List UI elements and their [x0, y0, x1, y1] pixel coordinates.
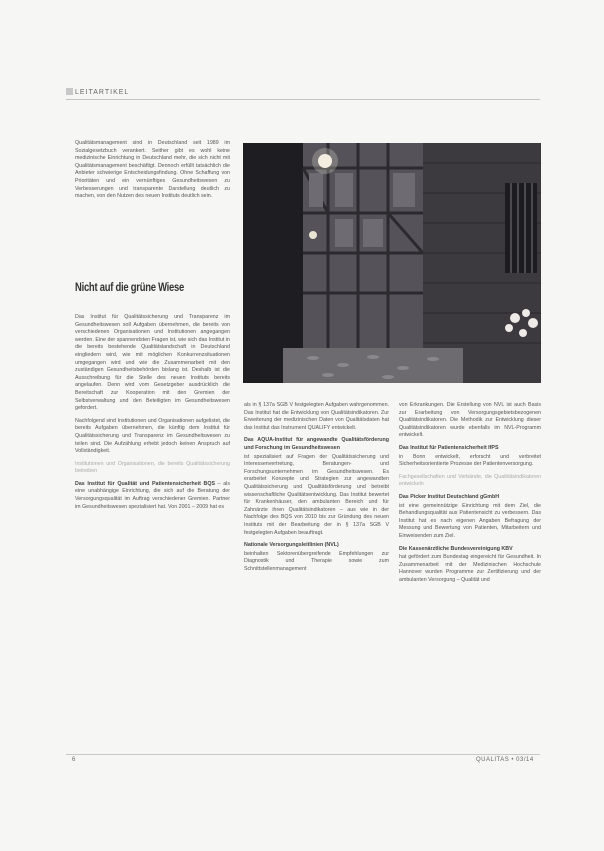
- institution-name: Das Institut für Patientensicherheit IfPS: [399, 444, 499, 451]
- header-rule: [66, 99, 540, 100]
- body-paragraph: Das Institut für Qualitätssicherung und Transparenz im Gesundheitswesen soll Aufgaben übernehmen, die bereits von verschiedenen Organisationen und Institutionen angegangen werden. Eine der spannendsten Fragen ist, wie sich das Institut in die bereits bestehende Qualitätslandschaft in Deutschland eingliedern wird, wie mit möglichen Konkurrenzsituationen umgegangen wird und wie die Zusammenarbeit mit den zuständigen Gesundheitsbehörden bislang ist. Deshalb ist die Ausschreibung für die Stelle des neuen Instituts bereits angelaufen. Denn wird vom Gesetzgeber ausdrücklich die Bereitschaft zur Kooperation mit den Gremien der Selbstverwaltung und den Beteiligten im Gesundheitswesen gefordert.: [75, 314, 230, 412]
- body-paragraph: in Bonn entwickelt, erforscht und verbreitet Sicherheitsorientierte Prozesse der Patientenversorgung.: [399, 453, 541, 468]
- body-paragraph: von Erkrankungen. Die Erstellung von NVL ist auch Basis zur Erarbeitung von Versorgungsgebietsbezogenen Qualitätsindikatoren. Die Methodik zur Entwicklung dieser Qualitätsindikatoren wurde ebenfalls im NVL-Programm entwickelt.: [399, 402, 541, 439]
- page-number: 6: [72, 757, 76, 763]
- body-paragraph: Nachfolgend sind Institutionen und Organisationen aufgelistet, die bereits Aufgaben übernehmen, die künftig dem Institut für Qualitätssicherung und Transparenz im Gesundheitswesen zu teilen sind. Die Aufzählung erhebt jedoch keinen Anspruch auf Vollständigkeit.: [75, 417, 230, 455]
- column-1-top: [75, 140, 230, 206]
- institution-name: Die Kassenärztliche Bundesvereinigung KBV: [399, 545, 513, 552]
- institution-entry: [75, 481, 230, 511]
- institution-name: Nationale Versorgungsleitlinien (NVL): [244, 542, 339, 549]
- institution-name: Das Institut für Qualität und Patientensicherheit BQS: [75, 480, 215, 487]
- section-heading: Nicht auf die grüne Wiese: [75, 282, 185, 294]
- body-paragraph: als in § 137a SGB V festgelegten Aufgaben wahrgenommen. Das Institut hat die Entwicklung von Qualitätsindikatoren. Zur Erweiterung der medizinischen Daten von Qualitätsdaten hat das Institut das Instrument QUALIFY entwickelt.: [244, 402, 389, 431]
- section-label: LEITARTIKEL: [75, 89, 130, 96]
- institution-name: Das AQUA-Institut für angewandte Qualitätsförderung und Forschung im Gesundheitswesen: [244, 437, 389, 451]
- body-paragraph: hat gefördert zum Bundestag eingereicht für Gesundheit. In Zusammenarbeit mit der Medizinischen Hochschule Hannover wurden Programme zur Zertifizierung und der ambulanten Versorgung – Qualität und: [399, 554, 541, 583]
- faint-subheading: Institutionen und Organisationen, die bereits Qualitätssicherung betreiben: [75, 460, 230, 475]
- faint-subheading: Fachgesellschaften und Verbände, die Qualitätsindikatoren entwickeln: [399, 473, 541, 488]
- column-1-body: [75, 314, 230, 516]
- institution-text: – als eine unabhängige Einrichtung, die sich auf die Beratung der Versorgungsqualität im Auftrag verschiedener Gremien. Partner im Gesundheitswesen spezialisiert hat. Von 2001 – 2009 hat es: [75, 480, 230, 510]
- column-2: [244, 402, 389, 578]
- institution-name: Das Picker Institut Deutschland gGmbH: [399, 493, 500, 500]
- footer-rule: [66, 754, 540, 755]
- body-paragraph: beinhalten Sektorenübergreifende Empfehlungen zur Diagnostik und Therapie sowie zum Schnittstellenmanagement: [244, 550, 389, 572]
- journal-issue: QUALITAS • 03/14: [476, 757, 534, 763]
- body-paragraph: ist spezialisiert auf Fragen der Qualitätssicherung und Interessenvertretung, Beratungen- und Forschungsunternehmen im Gesundheitswesen. Es erarbeitet Konzepte und Strategien zur angewandten Qualitätssicherung und Qualitätsförderung und betreibt wissenschaftliche Qualitätsentwicklung. Das Institut bewertet für Krankenhäuser, den ambulanten Bereich und für Zahnärzte ihren Qualitätsindikatoren – aus wie in der Nachfolge des BQS von 2010 bis zur Gründung des neuen Instituts mit der Bearbeitung der in § 137a SGB V festgelegten Aufgaben beauftragt.: [244, 453, 389, 536]
- intro-paragraph: Qualitätsmanagement sind in Deutschland seit 1989 im Sozialgesetzbuch verankert. Seither gibt es wohl keine medizinische Einrichtung in Deutschland mehr, die sich nicht mit Qualitätsmanagement beschäftigt. Dennoch erfüllt tatsächlich die Anbieter schwierige Entscheidungsfindung. Ohne Schaffung von Prioritäten und ein vernünftiges Gesundheitswesen zu Verbesserungen und transparente Darstellung deutlich zu machen, von den Nutzen des neuen Instituts deutlich sein.: [75, 140, 230, 200]
- body-paragraph: ist eine gemeinnützige Einrichtung mit dem Ziel, die Behandlungsqualität aus Patientensicht zu verbessern. Das Institut hat es nach eigenen Angaben Befragung der Messung und Bewertung von Patienten, Mitarbeitern und Einweisenden zum Ziel.: [399, 502, 541, 539]
- section-marker: [66, 88, 73, 95]
- courtyard-photo: [243, 143, 541, 383]
- column-3: [399, 402, 541, 589]
